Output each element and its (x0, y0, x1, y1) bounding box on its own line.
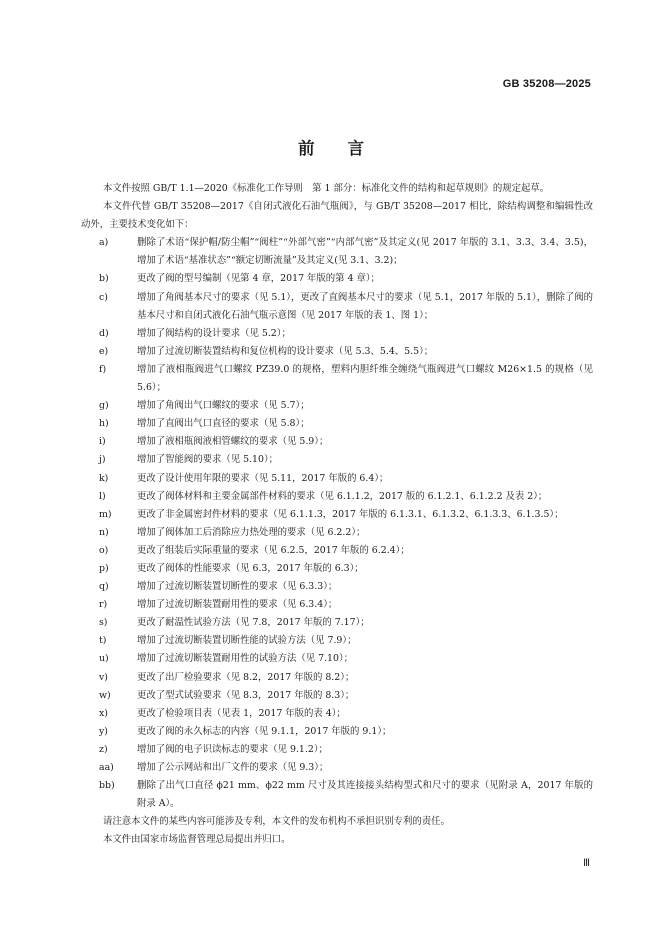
list-item (81, 524, 593, 542)
list-item-label: t) (99, 635, 107, 647)
list-item-text: 增加了阀的电子识读标志的要求（见 9.1.2）； (137, 743, 328, 755)
list-item-text: 增加了过流切断装置结构和复位机构的设计要求（见 5.3、5.4、5.5）； (137, 345, 434, 357)
list-item-text: 增加了角阀出气口螺纹的要求（见 5.7）； (137, 400, 310, 412)
foreword-body (81, 180, 593, 849)
list-item-label: aa) (99, 762, 114, 773)
list-item (81, 650, 593, 668)
list-item-label: l) (99, 490, 106, 502)
list-item (81, 470, 593, 488)
list-item (81, 451, 593, 469)
list-item (81, 234, 593, 270)
list-item (81, 289, 593, 325)
list-item (81, 343, 593, 361)
list-item-label: z) (99, 743, 108, 755)
list-item (81, 560, 593, 578)
list-item-text: 更改了阀体材料和主要金属部件材料的要求（见 6.1.1.2，2017 版的 6.1.2.1、6.1.2.2 及表 2）； (137, 490, 548, 502)
list-item-text: 增加了角阀基本尺寸的要求（见 5.1），更改了直阀基本尺寸的要求（见 5.1，2017 年版的 5.1），删除了阀的基本尺寸和自闭式液化石油气瓶示意图（见 2017 年版的表 1、图 1）； (137, 291, 593, 321)
list-item-text: 更改了设计使用年限的要求（见 5.11，2017 年版的 6.4）； (137, 472, 389, 484)
list-item (81, 723, 593, 741)
page-number: Ⅲ (583, 858, 590, 869)
list-item-label: i) (99, 436, 106, 448)
list-item-label: o) (99, 544, 109, 556)
list-item-text: 增加了液相瓶阀进气口螺纹 PZ39.0 的规格，塑料内胆纤维全缠绕气瓶阀进气口螺纹 M26×1.5 的规格（见 5.6）； (137, 363, 593, 394)
list-item-text: 增加了过流切断装置耐用性的试验方法（见 7.10）； (137, 653, 354, 665)
closing-paragraph: 请注意本文件的某些内容可能涉及专利，本文件的发布机构不承担识别专利的责任。 (103, 816, 450, 828)
list-item-label: v) (99, 671, 108, 683)
list-item (81, 632, 593, 650)
list-item (81, 741, 593, 759)
list-item (81, 669, 593, 687)
list-item-text: 删除了术语“保护帽/防尘帽”“阀柱”“外部气密”“内部气密”及其定义(见 2017 年版的 3.1、3.3、3.4、3.5)，增加了术语“基准状态”“额定切断流量”及其定义(见 3.1、3.2)； (137, 237, 593, 267)
list-item (81, 415, 593, 433)
list-item-label: b) (99, 273, 109, 285)
list-item (81, 325, 593, 343)
list-item-text: 更改了阀的型号编制（见第 4 章，2017 年版的第 4 章）； (137, 273, 380, 285)
list-item-text: 删除了出气口直径 ϕ21 mm、ϕ22 mm 尺寸及其连接接头结构型式和尺寸的要求（见附录 A，2017 年版的附录 A）。 (137, 780, 593, 810)
list-item-label: s) (99, 617, 108, 629)
list-item (81, 270, 593, 288)
list-item-label: h) (99, 418, 109, 430)
list-item-label: d) (99, 327, 109, 339)
closing-paragraph: 本文件由国家市场监督管理总局提出并归口。 (103, 834, 291, 846)
list-item-label: bb) (99, 780, 115, 792)
list-item-text: 增加了过流切断装置切断性的要求（见 6.3.3）； (137, 581, 338, 593)
list-item-text: 更改了阀体的性能要求（见 6.3，2017 年版的 6.3）； (137, 562, 364, 574)
list-item-label: m) (99, 508, 112, 520)
list-item-text: 增加了阀结构的设计要求（见 5.2）； (137, 327, 291, 339)
list-item (81, 759, 593, 777)
list-item-label: c) (99, 291, 108, 303)
list-item-text: 增加了阀体加工后消除应力热处理的要求（见 6.2.2）； (137, 526, 366, 538)
standard-number: GB 35208—2025 (502, 78, 591, 90)
list-item (81, 506, 593, 524)
list-item-text: 更改了出厂检验要求（见 8.2，2017 年版的 8.2）； (137, 671, 355, 683)
list-item-text: 增加了过流切断装置耐用性的要求（见 6.3.4）； (137, 599, 338, 611)
list-item-text: 增加了过流切断装置切断性能的试验方法（见 7.9）； (137, 635, 357, 647)
list-item-label: q) (99, 581, 109, 593)
list-item-label: j) (99, 454, 106, 466)
list-item-text: 更改了非金属密封件材料的要求（见 6.1.1.3，2017 年版的 6.1.3.1、6.1.3.2、6.1.3.3、6.1.3.5）； (137, 508, 564, 520)
list-item-label: y) (99, 725, 108, 737)
list-item (81, 397, 593, 415)
list-item-label: g) (99, 400, 109, 412)
list-item-text: 增加了智能阀的要求（见 5.10）； (137, 454, 279, 466)
list-item-label: r) (99, 599, 108, 611)
list-item-text: 增加了直阀出气口直径的要求（见 5.8）； (137, 418, 310, 430)
list-item-label: e) (99, 345, 109, 357)
list-item-label: k) (99, 472, 109, 484)
list-item-label: x) (99, 707, 108, 719)
changes-list (81, 234, 593, 813)
list-item-label: f) (99, 363, 107, 375)
list-item (81, 614, 593, 632)
list-item-text: 更改了阀的永久标志的内容（见 9.1.1，2017 年版的 9.1）； (137, 725, 392, 737)
list-item-label: a) (99, 237, 109, 249)
intro-paragraph: 本文件代替 GB/T 35208—2017《自闭式液化石油气瓶阀》，与 GB/T 35208—2017 相比，除结构调整和编辑性改动外，主要技术变化如下： (81, 201, 593, 231)
list-item-label: p) (99, 562, 109, 574)
list-item-text: 增加了公示网站和出厂文件的要求（见 9.3）； (137, 762, 329, 773)
list-item (81, 433, 593, 451)
list-item (81, 542, 593, 560)
list-item (81, 687, 593, 705)
intro-paragraph: 本文件按照 GB/T 1.1—2020《标准化工作导则 第 1 部分：标准化文件的结构和起草规则》的规定起草。 (103, 183, 550, 194)
list-item-label: w) (99, 689, 111, 701)
list-item-label: u) (99, 653, 109, 665)
list-item (81, 705, 593, 723)
list-item (81, 777, 593, 813)
list-item (81, 596, 593, 614)
list-item-text: 更改了组装后实际重量的要求（见 6.2.5，2017 年版的 6.2.4）； (137, 544, 410, 556)
list-item-label: n) (99, 526, 109, 538)
list-item (81, 361, 593, 397)
list-item-text: 增加了液相瓶阀液相管螺纹的要求（见 5.9）； (137, 436, 329, 448)
list-item-text: 更改了检验项目表（见表 1，2017 年版的表 4）； (137, 707, 346, 719)
page-title: 前 言 (298, 139, 364, 158)
list-item-text: 更改了耐温性试验方法（见 7.8，2017 年版的 7.17）； (137, 617, 370, 629)
list-item (81, 488, 593, 506)
list-item (81, 578, 593, 596)
list-item-text: 更改了型式试验要求（见 8.3，2017 年版的 8.3）； (137, 689, 355, 701)
